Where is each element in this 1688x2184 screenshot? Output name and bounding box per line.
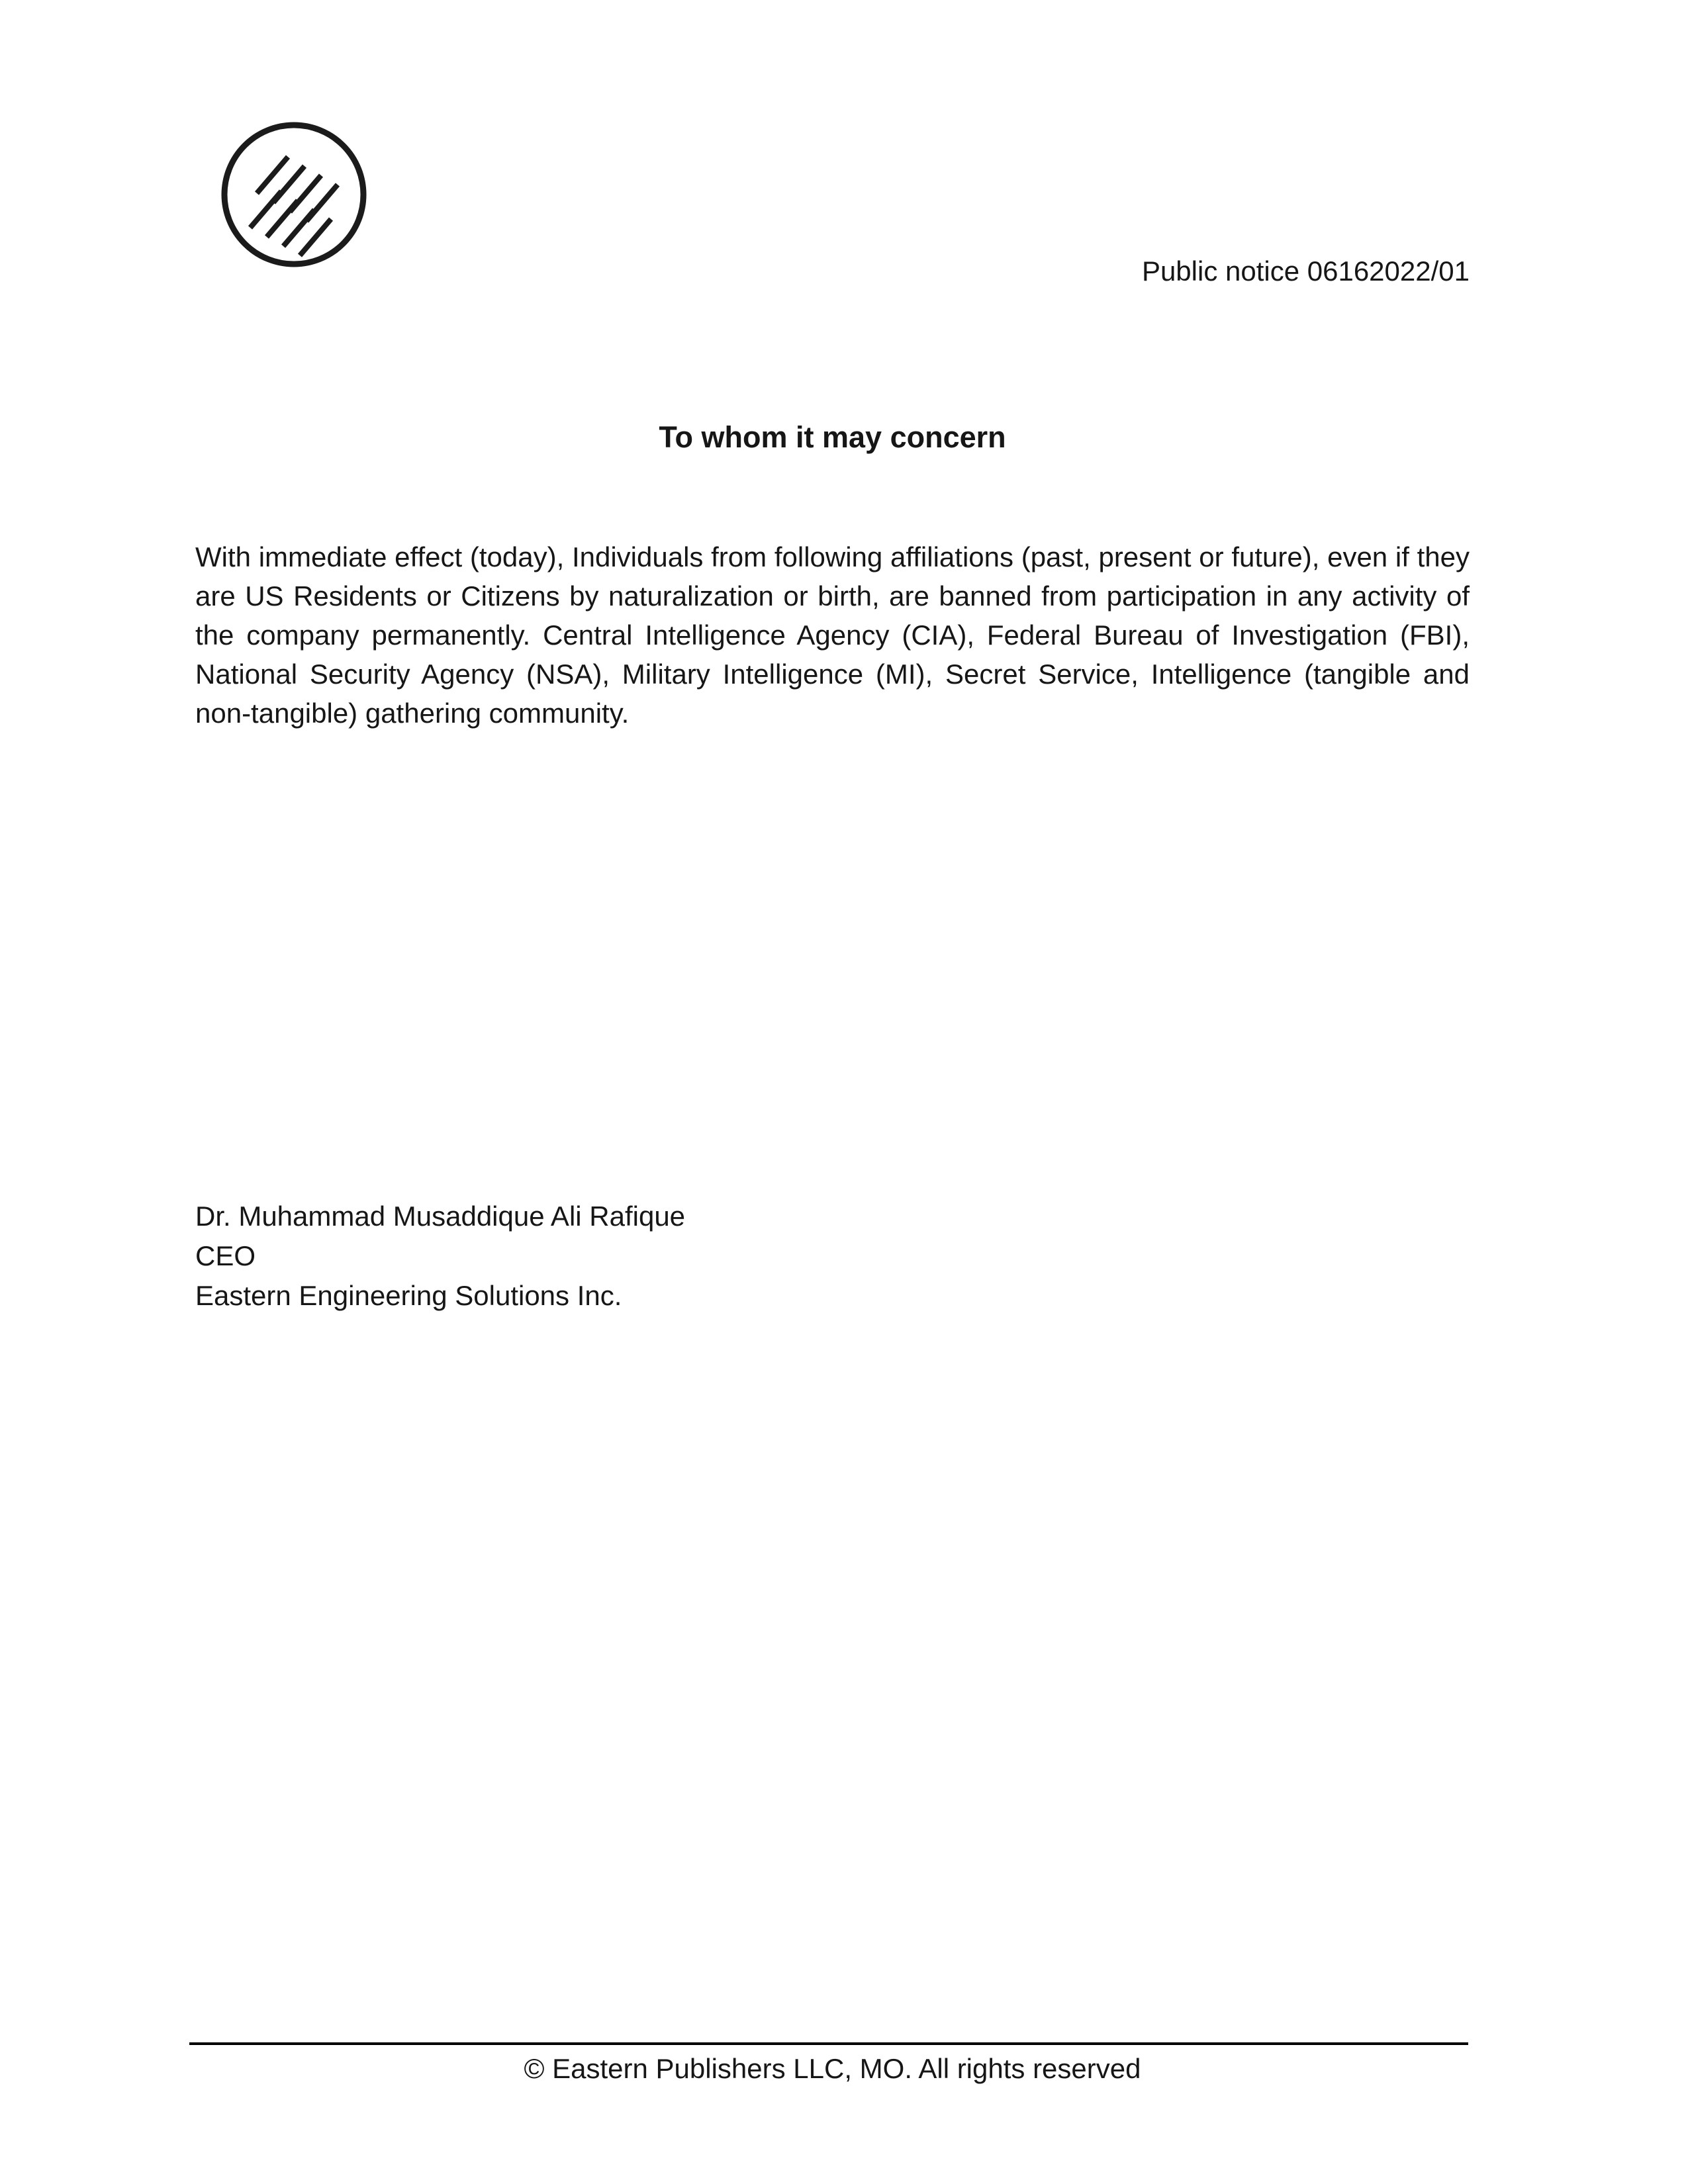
hatched-circle-logo-icon xyxy=(218,119,369,270)
footer-divider xyxy=(189,2042,1468,2045)
company-logo xyxy=(218,119,369,270)
letter-body-paragraph: With immediate effect (today), Individuals from following affiliations (past, present or future), even if they are US Residents or Citizens by naturalization or birth, are banned from participation in any activity of the company permanently. Central Intelligence Agency (CIA), Federal Bureau of Investigation (FBI), National Security Agency (NSA), Military Intelligence (MI), Secret Service, Intelligence (tangible and non-tangible) gathering community. xyxy=(195,541,1470,729)
copyright-text: © Eastern Publishers LLC, MO. All rights reserved xyxy=(524,2053,1141,2084)
public-notice-number: Public notice 06162022/01 xyxy=(1141,255,1470,287)
letter-title: To whom it may concern xyxy=(659,420,1006,454)
signatory-role: CEO xyxy=(195,1240,256,1271)
signature-block xyxy=(195,1197,685,1316)
signatory-company: Eastern Engineering Solutions Inc. xyxy=(195,1280,622,1311)
signatory-name: Dr. Muhammad Musaddique Ali Rafique xyxy=(195,1201,686,1232)
